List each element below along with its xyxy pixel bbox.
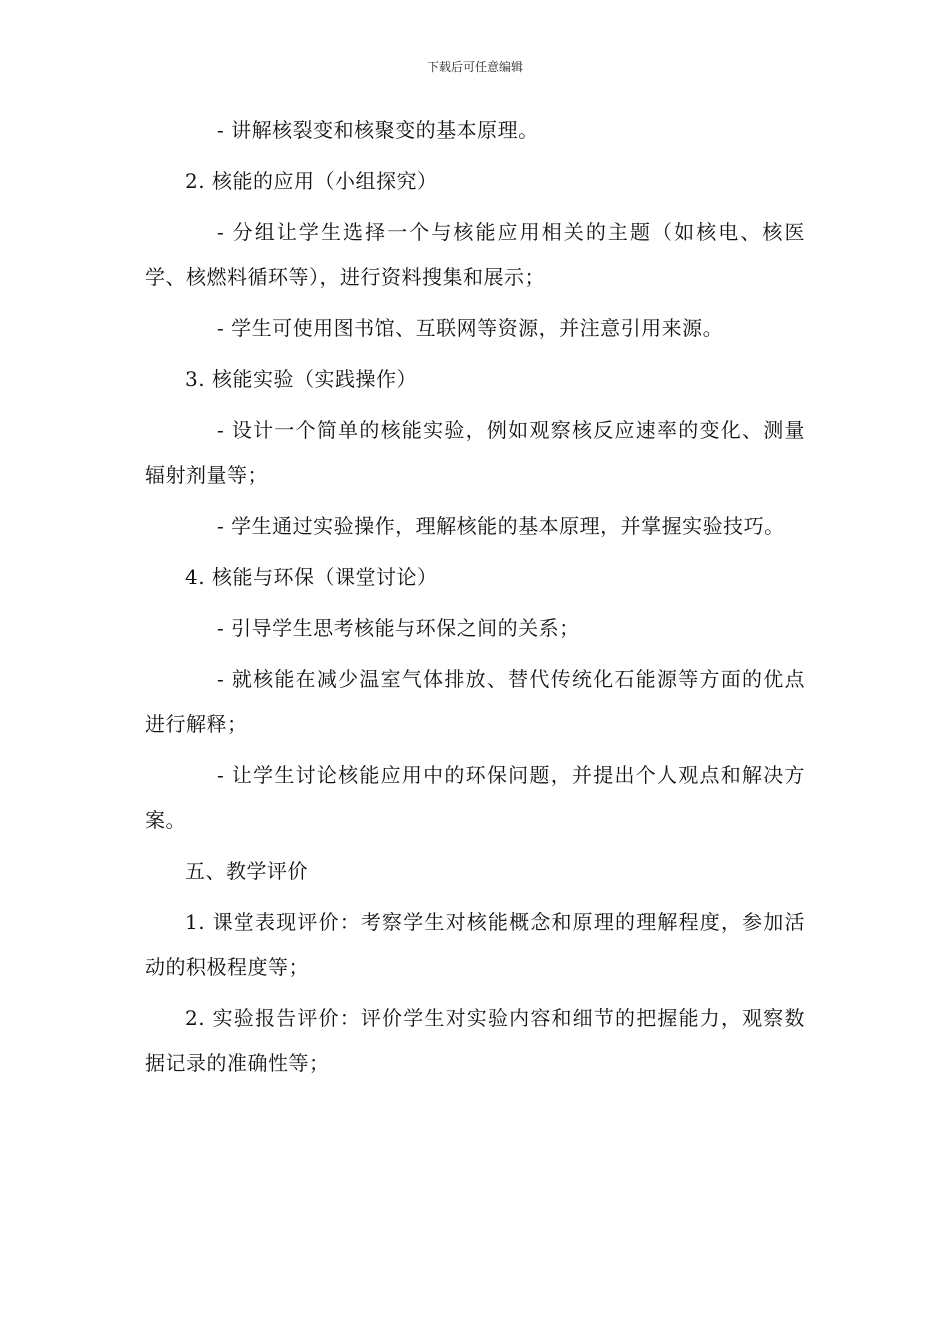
paragraph-advantages: - 就核能在减少温室气体排放、替代传统化石能源等方面的优点进行解释； [145, 667, 805, 736]
document-body [145, 108, 805, 1092]
heading-teaching-evaluation: 五、教学评价 [185, 859, 308, 883]
heading-nuclear-experiment: 3. 核能实验（实践操作） [185, 367, 417, 391]
paragraph-classroom-evaluation: 1. 课堂表现评价：考察学生对核能概念和原理的理解程度，参加活动的积极程度等； [145, 910, 805, 979]
paragraph-group-topic: - 分组让学生选择一个与核能应用相关的主题（如核电、核医学、核燃料循环等），进行资料搜集和展示； [145, 220, 805, 289]
paragraph-discussion: - 让学生讨论核能应用中的环保问题，并提出个人观点和解决方案。 [145, 763, 805, 832]
paragraph-report-evaluation: 2. 实验报告评价：评价学生对实验内容和细节的把握能力，观察数据记录的准确性等； [145, 1006, 805, 1075]
paragraph-design-experiment: - 设计一个简单的核能实验，例如观察核反应速率的变化、测量辐射剂量等； [145, 418, 805, 487]
heading-nuclear-application: 2. 核能的应用（小组探究） [185, 169, 438, 193]
paragraph-guide-thinking: - 引导学生思考核能与环保之间的关系； [217, 616, 580, 640]
paragraph-experiment-skills: - 学生通过实验操作，理解核能的基本原理，并掌握实验技巧。 [217, 514, 785, 538]
heading-nuclear-environment: 4. 核能与环保（课堂讨论） [185, 565, 438, 589]
paragraph-fission-fusion: - 讲解核裂变和核聚变的基本原理。 [217, 118, 539, 142]
page-header: 下载后可任意编辑 [426, 60, 523, 74]
paragraph-resources: - 学生可使用图书馆、互联网等资源，并注意引用来源。 [217, 316, 724, 340]
